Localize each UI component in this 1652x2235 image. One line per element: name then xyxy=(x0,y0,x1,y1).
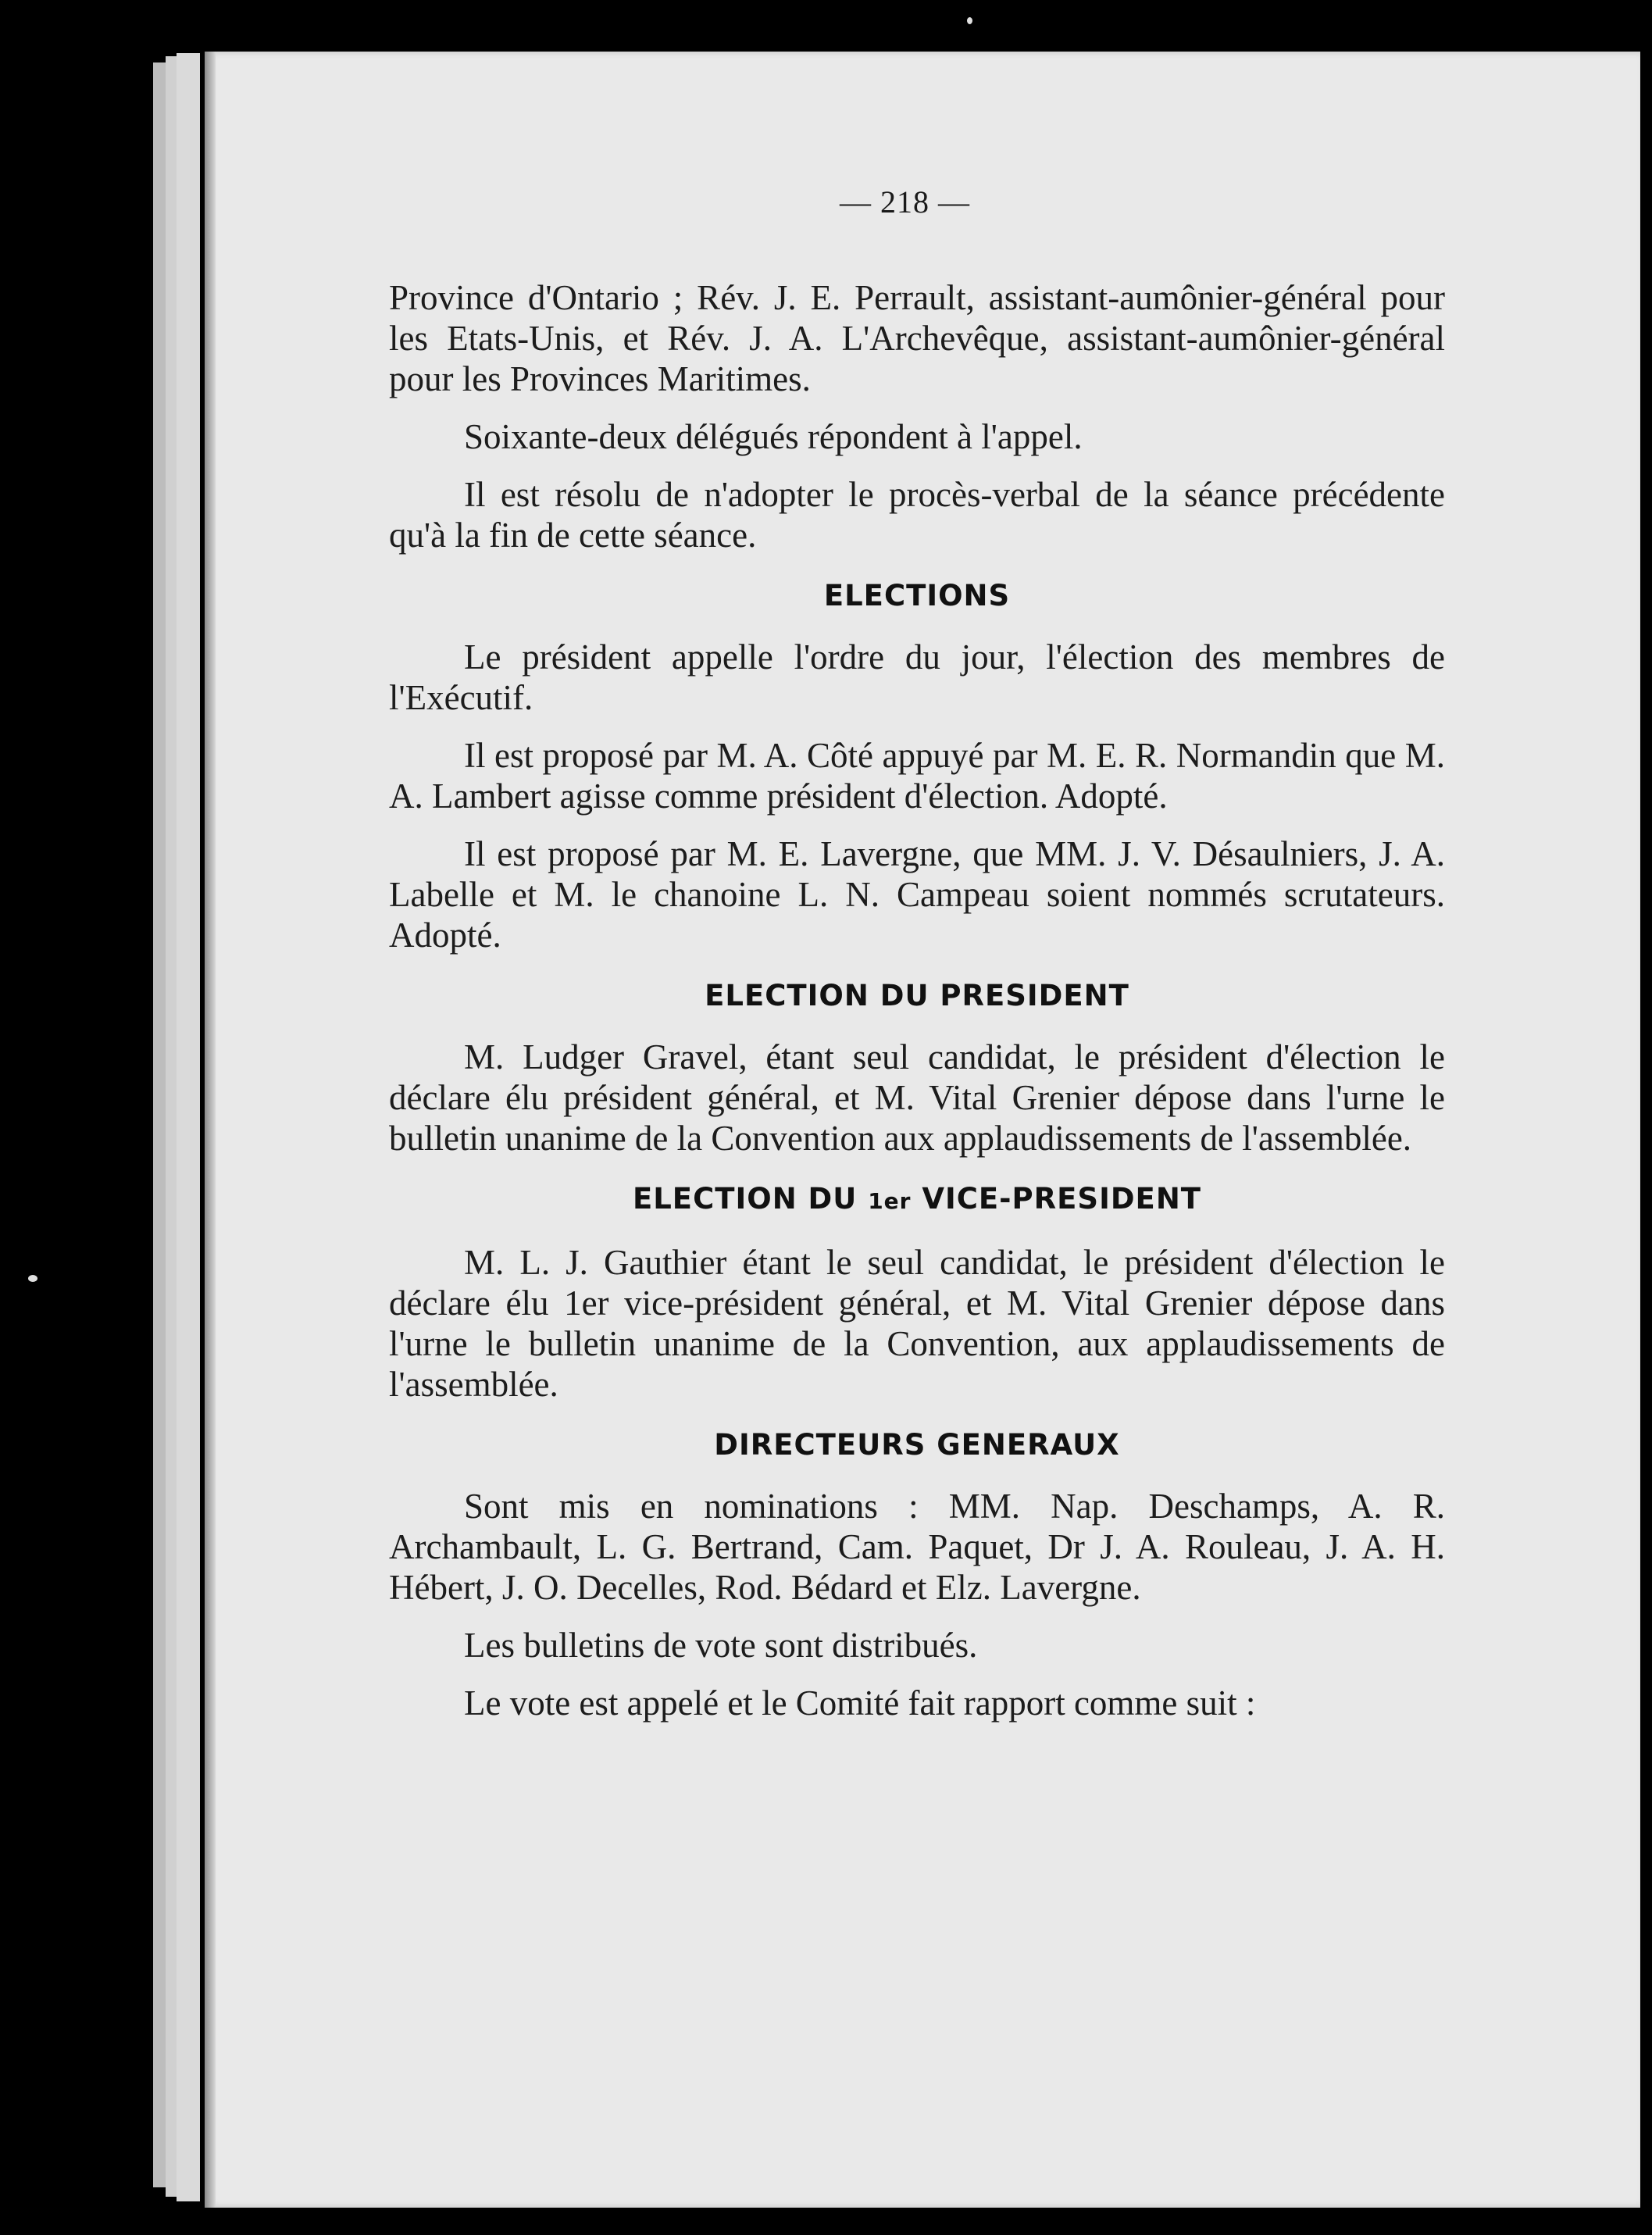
paragraph: Sont mis en nominations : MM. Nap. Deschamps, A. R. Archambault, L. G. Bertrand, Cam. Paquet, Dr J. A. Rouleau, J. A. H. Hébert, J. O. Decelles, Rod. Bédard et Elz. Lavergne. xyxy=(389,1487,1445,1607)
section-heading-elections: ELECTIONS xyxy=(823,579,1011,612)
paragraph: Il est proposé par M. E. Lavergne, que MM. J. V. Désaulniers, J. A. Labelle et M. le chanoine L. N. Campeau soient nommés scrutateurs. Adopté. xyxy=(389,834,1445,955)
page-body xyxy=(389,277,1445,1741)
paragraph: Il est résolu de n'adopter le procès-verbal de la séance précédente qu'à la fin de cette séance. xyxy=(389,475,1445,555)
section-heading-vice-president xyxy=(389,1179,1445,1222)
heading-text: ELECTION DU xyxy=(632,1182,869,1216)
paragraph: Le président appelle l'ordre du jour, l'élection des membres de l'Exécutif. xyxy=(389,637,1445,717)
heading-ordinal: 1er xyxy=(868,1188,912,1214)
page-binding-shadow xyxy=(205,52,216,2208)
section-heading-directeurs: DIRECTEURS GENERAUX xyxy=(714,1428,1120,1462)
page-edge xyxy=(177,53,200,2201)
section-heading-president: ELECTION DU PRESIDENT xyxy=(705,979,1129,1012)
paragraph: M. L. J. Gauthier étant le seul candidat, le président d'élection le déclare élu 1er vice-président général, et M. Vital Grenier dépose dans l'urne le bulletin unanime de la Convention, aux applaudissements de l'assemblée. xyxy=(389,1243,1445,1404)
paragraph: Le vote est appelé et le Comité fait rapport comme suit : xyxy=(464,1683,1256,1723)
page-number: — 218 — xyxy=(840,184,970,220)
scan-speck xyxy=(967,17,972,24)
paragraph: Province d'Ontario ; Rév. J. E. Perrault, assistant-aumônier-général pour les Etats-Unis, et Rév. J. A. L'Archevêque, assistant-aumônier-général pour les Provinces Maritimes. xyxy=(389,278,1445,398)
paragraph: Les bulletins de vote sont distribués. xyxy=(464,1626,978,1665)
paragraph: Il est proposé par M. A. Côté appuyé par M. E. R. Normandin que M. A. Lambert agisse comme président d'élection. Adopté. xyxy=(389,736,1445,816)
heading-text: VICE-PRESIDENT xyxy=(911,1182,1202,1216)
paragraph: M. Ludger Gravel, étant seul candidat, le président d'élection le déclare élu président général, et M. Vital Grenier dépose dans l'urne le bulletin unanime de la Convention aux applaudissements de l'assemblée. xyxy=(389,1037,1445,1158)
scan-speck xyxy=(28,1275,37,1282)
paragraph: Soixante-deux délégués répondent à l'appel. xyxy=(464,417,1083,456)
